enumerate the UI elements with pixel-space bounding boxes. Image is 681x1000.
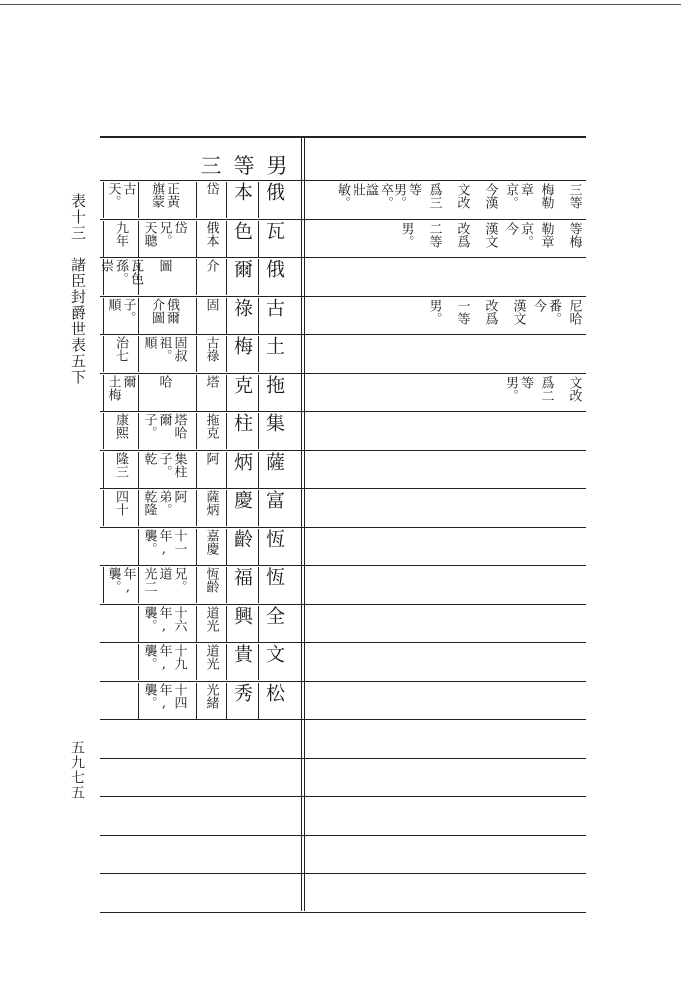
table-row [100, 180, 300, 218]
cell-text: 齡 [231, 528, 253, 548]
cell-c4 [138, 375, 189, 411]
cell-c3 [196, 298, 225, 334]
cell-text: 年,襲。 [105, 567, 136, 595]
note-column [448, 183, 476, 219]
note-text: 等梅 [566, 221, 582, 248]
cell-c2 [226, 298, 257, 334]
cell-text: 薩炳 [203, 490, 219, 516]
cell-text: 福 [231, 567, 253, 586]
cell-c3 [196, 490, 225, 526]
cell-text: 恆 [263, 528, 285, 548]
cell-text: 祖。順 [141, 336, 172, 362]
cell-text: 圖 [156, 259, 172, 272]
note-column [504, 222, 532, 258]
cell-text: 慶 [231, 490, 253, 509]
note-text: 文改 [566, 375, 582, 402]
cell-c2 [226, 529, 257, 565]
note-text: 勒章 [538, 221, 554, 248]
row-rule [100, 758, 586, 759]
cell-text: 介圖 [149, 297, 164, 324]
cell-text: 阿 [203, 451, 219, 465]
cell-text: 土梅 [105, 374, 121, 401]
note-column [476, 299, 504, 335]
cell-text: 孫。崇 [98, 259, 128, 285]
table-row [100, 527, 300, 565]
cell-text: 本 [231, 182, 253, 201]
note-column [336, 183, 364, 219]
cell-c4 [138, 298, 189, 334]
note-text: 漢文 [482, 221, 498, 248]
cell-c3 [196, 452, 225, 488]
cell-c2 [226, 490, 257, 526]
note-text: 二等 [426, 221, 442, 248]
cell-text: 十六 [171, 605, 187, 632]
margin-title: 表十三 諸臣封爵世表五下 [69, 193, 87, 385]
cell-c1 [258, 259, 289, 295]
cell-text: 炳 [231, 451, 253, 471]
cell-c4 [138, 336, 189, 372]
note-column [476, 183, 504, 219]
cell-c5 [103, 490, 137, 526]
cell-text: 恆齡 [203, 567, 219, 593]
note-text: 壯敏。 [335, 183, 365, 209]
cell-text: 塔哈 [171, 413, 187, 439]
note-column [532, 183, 560, 219]
row-rule [100, 873, 586, 874]
cell-text: 古天。 [105, 182, 136, 208]
table-row [100, 488, 300, 526]
cell-text: 康熙 [113, 413, 128, 439]
header-title: 三等男 [200, 154, 300, 178]
table-row [100, 373, 300, 411]
cell-text: 柱 [231, 413, 253, 432]
note-column [476, 222, 504, 258]
note-text: 一等 [454, 298, 470, 325]
note-column [532, 299, 560, 335]
cell-c3 [196, 413, 225, 449]
cell-text: 阿弟。 [156, 490, 187, 516]
note-text: 尼哈 [566, 298, 582, 325]
cell-text: 爾子。 [141, 413, 172, 439]
cell-text: 興 [231, 605, 253, 625]
cell-text: 爾 [120, 374, 136, 388]
note-text: 三等 [566, 183, 582, 209]
note-column [420, 183, 448, 219]
cell-c2 [226, 221, 257, 257]
cell-text: 光二 [141, 567, 157, 593]
cell-c1 [258, 529, 289, 565]
cell-text: 塔 [203, 374, 219, 388]
note-text: 改爲 [482, 298, 498, 325]
note-column [392, 183, 420, 219]
cell-c4 [138, 567, 189, 603]
note-column [420, 299, 448, 335]
note-text: 爲二 [538, 375, 554, 402]
cell-c2 [226, 182, 257, 218]
cell-text: 拖克 [203, 413, 219, 439]
cell-text: 祿 [231, 297, 253, 317]
cell-text: 年,襲。 [141, 682, 172, 711]
cell-text: 旗蒙 [149, 182, 164, 208]
note-column [504, 299, 532, 335]
note-text: 爲三 [426, 183, 442, 209]
cell-c4 [138, 221, 189, 257]
cell-text: 爾 [231, 259, 253, 278]
cell-c5 [103, 529, 136, 565]
note-text: 等男。 [503, 375, 533, 402]
cell-c3 [196, 221, 225, 257]
cell-c5 [103, 606, 136, 642]
note-row [305, 296, 585, 334]
table-row [100, 642, 300, 680]
cell-c1 [258, 452, 289, 488]
cell-c5 [103, 336, 137, 372]
cell-c3 [196, 683, 225, 719]
cell-c2 [226, 606, 257, 642]
cell-text: 松 [263, 682, 285, 702]
note-row [305, 180, 585, 218]
cell-c4 [138, 644, 189, 680]
note-text: 男。 [398, 221, 414, 248]
cell-text: 隆三 [113, 451, 128, 478]
note-column [504, 183, 532, 219]
cell-c4 [138, 606, 189, 642]
cell-c1 [258, 221, 289, 257]
cell-text: 土 [263, 336, 285, 355]
table-row [100, 565, 300, 603]
note-text: 漢文 [510, 298, 526, 325]
cell-c2 [226, 644, 257, 680]
table-top-border [100, 136, 586, 138]
cell-c3 [196, 375, 225, 411]
cell-text: 子。乾 [141, 451, 172, 478]
cell-text: 集 [263, 413, 285, 432]
cell-c3 [196, 606, 225, 642]
cell-text: 薩 [263, 451, 285, 471]
cell-text: 十九 [171, 644, 187, 670]
note-text: 等男。 [391, 183, 421, 209]
cell-text: 介 [203, 259, 219, 272]
cell-text: 正黃 [164, 182, 179, 208]
cell-c4 [138, 490, 189, 526]
cell-text: 富 [263, 490, 285, 509]
cell-c2 [226, 375, 257, 411]
cell-c3 [196, 182, 225, 218]
note-row [305, 219, 585, 257]
table-row [100, 257, 300, 295]
cell-c2 [226, 567, 257, 603]
cell-c1 [258, 644, 289, 680]
page-number: 五九七五 [69, 740, 85, 800]
note-column [560, 222, 588, 258]
cell-c5 [103, 644, 136, 680]
cell-c4 [138, 413, 189, 449]
cell-text: 十一 [171, 528, 187, 555]
cell-text: 子。順 [105, 297, 136, 324]
note-text: 男。 [426, 298, 442, 325]
cell-text: 嘉慶 [203, 528, 219, 555]
note-column [532, 376, 560, 412]
cell-text: 瓦 [263, 220, 285, 240]
cell-text: 貴 [231, 644, 253, 663]
table-row [100, 411, 300, 449]
cell-c1 [258, 683, 289, 719]
cell-text: 治七 [113, 336, 128, 362]
cell-c5 [103, 452, 137, 488]
note-text: 番。今 [531, 298, 561, 325]
cell-text: 瓦色 [128, 259, 143, 285]
note-text: 章京。 [503, 183, 533, 209]
cell-c1 [258, 567, 289, 603]
note-text: 京。今 [503, 221, 533, 248]
cell-c5 [103, 683, 136, 719]
row-rule [100, 796, 586, 797]
cell-text: 古 [263, 297, 285, 317]
row-rule [100, 835, 586, 836]
note-column [560, 183, 588, 219]
cell-text: 年,襲。 [141, 605, 172, 634]
cell-c2 [226, 683, 257, 719]
cell-text: 全 [263, 605, 285, 625]
cell-text: 年,襲。 [141, 644, 172, 672]
cell-text: 四十 [113, 490, 128, 516]
cell-c4 [138, 182, 189, 218]
cell-text: 拖 [263, 374, 285, 394]
cell-c4 [138, 683, 189, 719]
cell-c5 [103, 298, 137, 334]
cell-c2 [226, 259, 257, 295]
cell-text: 恆 [263, 567, 285, 586]
cell-c1 [258, 375, 289, 411]
cell-c2 [226, 452, 257, 488]
note-column [364, 183, 392, 219]
cell-text: 古祿 [203, 336, 219, 362]
cell-text: 固 [203, 297, 219, 311]
cell-text: 固叔 [171, 336, 187, 362]
note-column [560, 376, 588, 412]
cell-c1 [258, 606, 289, 642]
note-column [420, 222, 448, 258]
cell-c1 [258, 182, 289, 218]
cell-text: 天聰 [141, 220, 157, 247]
cell-c1 [258, 413, 289, 449]
note-text: 今漢 [482, 183, 498, 209]
cell-text: 秀 [231, 682, 253, 702]
row-rule [100, 719, 586, 720]
cell-c2 [226, 336, 257, 372]
cell-c5 [103, 413, 137, 449]
cell-c3 [196, 644, 225, 680]
note-column [504, 376, 532, 412]
cell-text: 岱 [203, 182, 219, 195]
cell-text: 道光 [203, 644, 219, 670]
cell-text: 光緒 [203, 682, 219, 709]
cell-c4 [138, 529, 189, 565]
cell-c3 [196, 259, 225, 295]
cell-c5 [103, 221, 137, 257]
note-column [448, 299, 476, 335]
cell-text: 九年 [113, 220, 128, 247]
note-column [532, 222, 560, 258]
cell-c2 [226, 413, 257, 449]
note-row [305, 373, 585, 411]
cell-text: 梅 [231, 336, 253, 355]
cell-text: 俄本 [203, 220, 219, 247]
cell-text: 乾隆 [141, 490, 157, 516]
row-rule [100, 912, 586, 913]
cell-c5 [103, 182, 137, 218]
cell-c1 [258, 298, 289, 334]
table-row [100, 681, 300, 719]
cell-text: 十四 [171, 682, 187, 709]
note-column [560, 299, 588, 335]
note-column [448, 222, 476, 258]
note-text: 改爲 [454, 221, 470, 248]
cell-c1 [258, 490, 289, 526]
cell-text: 色 [231, 220, 253, 240]
note-column [392, 222, 420, 258]
note-text: 卒。諡 [363, 183, 393, 209]
cell-c3 [196, 567, 225, 603]
table-row [100, 296, 300, 334]
cell-c3 [196, 336, 225, 372]
cell-text: 俄 [263, 182, 285, 201]
cell-c5 [98, 259, 143, 295]
table-divider-left [301, 136, 302, 911]
cell-text: 哈 [156, 374, 172, 388]
table-row [100, 334, 300, 372]
table-row [100, 219, 300, 257]
cell-text: 俄 [263, 259, 285, 278]
cell-c1 [258, 336, 289, 372]
cell-c5 [103, 375, 137, 411]
cell-text: 兄。道 [156, 567, 187, 593]
cell-c4 [138, 259, 189, 295]
table-row [100, 450, 300, 488]
cell-text: 岱兄。 [156, 220, 187, 247]
cell-c3 [196, 529, 225, 565]
cell-c4 [138, 452, 189, 488]
cell-c5 [103, 567, 137, 603]
table-row [100, 604, 300, 642]
note-text: 文改 [454, 183, 470, 209]
top-border [0, 4, 681, 5]
cell-text: 道光 [203, 605, 219, 632]
cell-text: 年,襲。 [141, 528, 172, 557]
note-text: 梅勒 [538, 183, 554, 209]
cell-text: 集柱 [171, 451, 187, 478]
cell-text: 文 [263, 644, 285, 663]
cell-text: 俄爾 [164, 297, 179, 324]
cell-text: 克 [231, 374, 253, 394]
